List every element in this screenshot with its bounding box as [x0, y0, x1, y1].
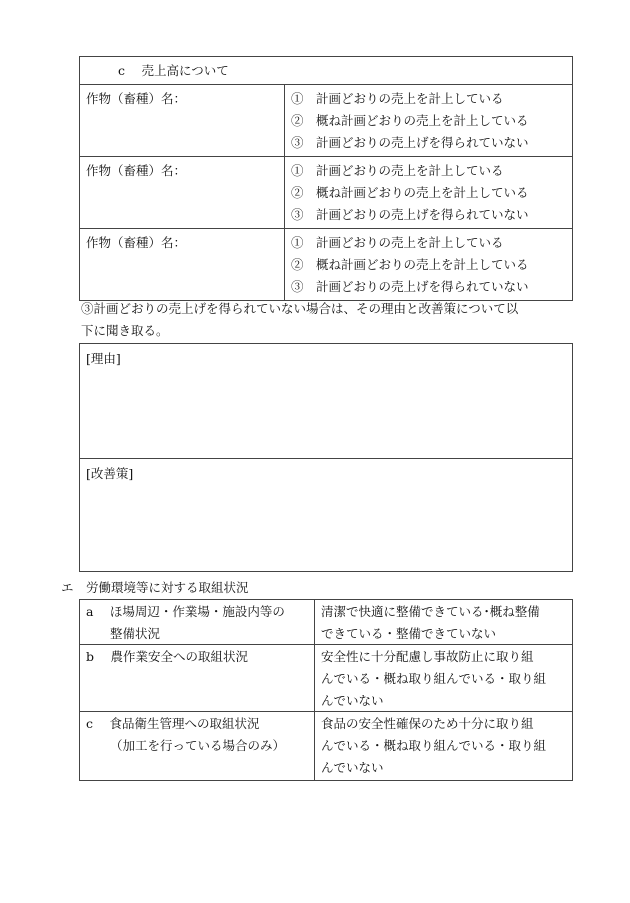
- crop-name-label: 作物（畜種）名：: [86, 235, 187, 250]
- labor-row: [80, 712, 572, 780]
- sales-row: [80, 229, 572, 300]
- labor-status[interactable]: [315, 600, 572, 644]
- labor-status-line: んでいない: [321, 760, 384, 775]
- improvement-label: [改善策]: [86, 466, 134, 481]
- sales-row: [80, 157, 572, 229]
- labor-environment-table: [79, 599, 573, 781]
- sales-option-1[interactable]: ① 計画どおりの売上を計上している: [291, 91, 504, 106]
- crop-name-label: 作物（畜種）名：: [86, 91, 187, 106]
- sales-option-2[interactable]: ② 概ね計画どおりの売上を計上している: [291, 113, 529, 128]
- labor-status[interactable]: [315, 645, 572, 711]
- labor-status-line: んでいる・概ね取り組んでいる・取り組: [321, 671, 547, 686]
- sales-options: [285, 157, 572, 228]
- improvement-field[interactable]: [80, 458, 572, 571]
- labor-status[interactable]: [315, 712, 572, 780]
- labor-item-line: a ほ場周辺・作業場・施設内等の: [86, 604, 285, 619]
- crop-name-label: 作物（畜種）名：: [86, 163, 187, 178]
- labor-status-line: んでいない: [321, 693, 384, 708]
- instruction-note: [81, 298, 581, 342]
- sales-option-3[interactable]: ③ 計画どおりの売上げを得られていない: [291, 207, 529, 222]
- labor-status-line: できている・整備できていない: [321, 626, 497, 641]
- reason-label: [理由]: [86, 351, 121, 366]
- sales-row: [80, 85, 572, 157]
- labor-row: [80, 600, 572, 645]
- sales-option-3[interactable]: ③ 計画どおりの売上げを得られていない: [291, 279, 529, 294]
- note-line-1: ③計画どおりの売上げを得られていない場合は、その理由と改善策について以: [81, 301, 519, 316]
- sales-heading: c 売上高について: [80, 57, 572, 85]
- labor-item-line: b 農作業安全への取組状況: [86, 649, 248, 664]
- sales-option-2[interactable]: ② 概ね計画どおりの売上を計上している: [291, 257, 529, 272]
- labor-status-line: んでいる・概ね取り組んでいる・取り組: [321, 738, 547, 753]
- reason-improvement-box: [79, 343, 573, 572]
- labor-item-line: c 食品衛生管理への取組状況: [86, 716, 260, 731]
- labor-item: [80, 645, 315, 711]
- labor-status-line: 清潔で快適に整備できている･概ね整備: [321, 604, 540, 619]
- reason-field[interactable]: [80, 344, 572, 458]
- labor-status-line: 食品の安全性確保のため十分に取り組: [321, 716, 534, 731]
- sales-option-1[interactable]: ① 計画どおりの売上を計上している: [291, 235, 504, 250]
- sales-option-1[interactable]: ① 計画どおりの売上を計上している: [291, 163, 504, 178]
- labor-item-line: （加工を行っている場合のみ）: [110, 738, 286, 753]
- crop-name-field[interactable]: [80, 157, 285, 228]
- sales-table: [79, 56, 573, 301]
- labor-item-line: 整備状況: [110, 626, 161, 641]
- sales-options: [285, 229, 572, 300]
- labor-item: [80, 712, 315, 780]
- sales-option-2[interactable]: ② 概ね計画どおりの売上を計上している: [291, 185, 529, 200]
- labor-row: [80, 645, 572, 712]
- section-e-title: エ 労働環境等に対する取組状況: [61, 580, 249, 595]
- sales-options: [285, 85, 572, 156]
- labor-status-line: 安全性に十分配慮し事故防止に取り組: [321, 649, 534, 664]
- sales-option-3[interactable]: ③ 計画どおりの売上げを得られていない: [291, 135, 529, 150]
- labor-item: [80, 600, 315, 644]
- crop-name-field[interactable]: [80, 229, 285, 300]
- note-line-2: 下に聞き取る。: [81, 323, 169, 338]
- crop-name-field[interactable]: [80, 85, 285, 156]
